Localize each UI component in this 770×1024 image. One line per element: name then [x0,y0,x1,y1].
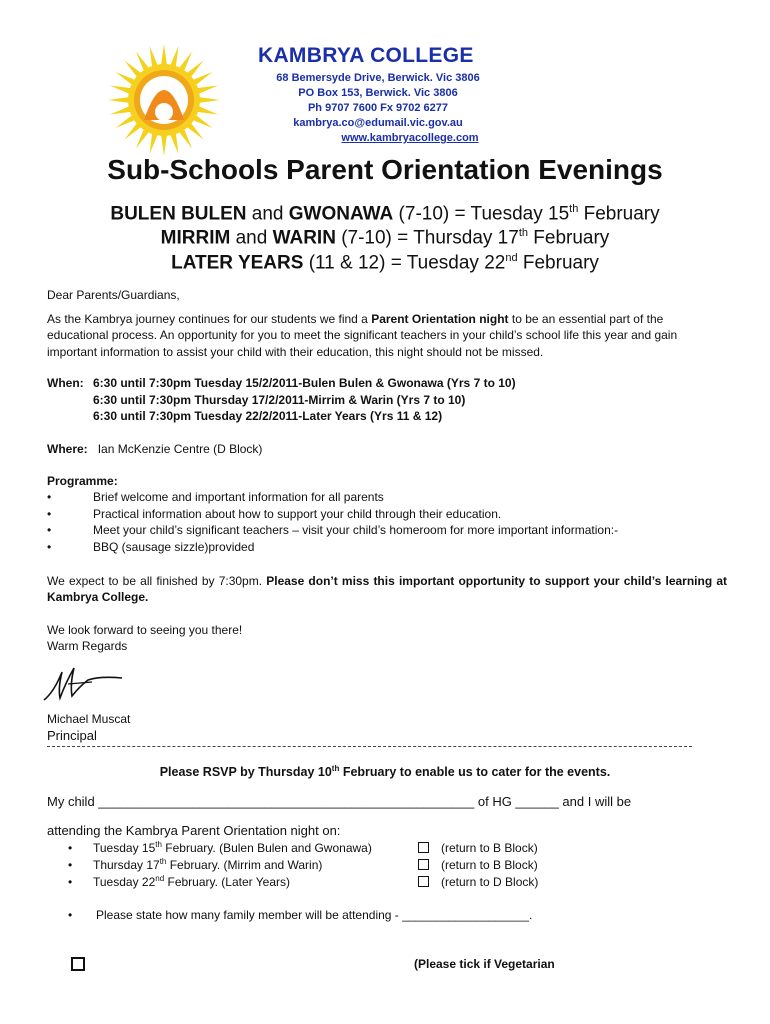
signatory-role: Principal [47,728,97,743]
when-list [93,375,516,425]
page-title: Sub-Schools Parent Orientation Evenings [107,154,663,185]
attending-line: attending the Kambrya Parent Orientation night on: [47,823,341,838]
greeting: Dear Parents/Guardians, [47,288,180,302]
intro-paragraph: As the Kambrya journey continues for our students we find a Parent Orientation night to be an essential part of the educational process. An opportunity for you to meet the significant teachers in your child’s school life this year and gain important information to assist your child with their education, this night should not be missed. [47,312,678,359]
option-row: • Tuesday 22nd February. (Later Years) (return to D Block) [68,874,539,889]
signatory-name: Michael Muscat [47,712,131,726]
look-forward: We look forward to seeing you there! [47,623,243,637]
programme-label: Programme: [47,474,118,488]
vegetarian-note: (Please tick if Vegetarian [414,957,555,971]
where-line: Where: Ian McKenzie Centre (D Block) [47,442,263,456]
checkbox[interactable] [418,842,429,853]
po-box: PO Box 153, Berwick. Vic 3806 [298,87,458,99]
cut-line [47,746,692,747]
rsvp-line: Please RSVP by Thursday 10th February to enable us to cater for the events. [159,764,611,780]
subtitle-2: MIRRIM and WARIN (7-10) = Thursday 17th February [160,227,610,249]
college-logo [104,40,224,160]
closing-paragraph: We expect to be all finished by 7:30pm. Please don’t miss this important opportunity to support your child’s learning at Kambrya College. [47,574,727,605]
programme-list [47,489,618,555]
checkbox[interactable] [418,859,429,870]
phone: Ph 9707 7600 Fx 9702 6277 [307,102,449,114]
email[interactable]: kambrya.co@edumail.vic.gov.au [293,117,463,129]
when-item: 6:30 until 7:30pm Tuesday 22/2/2011-Later Years (Yrs 11 & 12) [93,409,443,423]
logo-ray [108,97,130,103]
list-item: • BBQ (sausage sizzle)provided [47,539,255,554]
subtitle-1: BULEN BULEN and GWONAWA (7-10) = Tuesday 15th February [110,203,660,225]
subtitle-3: LATER YEARS (11 & 12) = Tuesday 22nd February [171,252,599,274]
when-item: 6:30 until 7:30pm Thursday 17/2/2011-Mirrim & Warin (Yrs 7 to 10) [93,392,466,407]
attendance-options [68,839,568,890]
family-count-field[interactable]: • Please state how many family member will be attending - ___________________. [68,908,533,922]
checkbox[interactable] [418,876,429,887]
list-item: • Brief welcome and important information for all parents [47,490,384,504]
list-item: • Practical information about how to support your child through their education. [47,506,502,521]
when-item: 6:30 until 7:30pm Tuesday 15/2/2011-Bulen Bulen & Gwonawa (Yrs 7 to 10) [93,376,516,390]
when-label: When: [47,376,84,390]
vegetarian-checkbox[interactable] [71,957,85,971]
logo-ray [161,44,167,66]
option-row: • Thursday 17th February. (Mirrim and Warin) (return to B Block) [68,857,538,872]
list-item: • Meet your child’s significant teachers – visit your child’s homeroom for more important information:- [47,523,619,537]
option-row: • Tuesday 15th February. (Bulen Bulen and Gwonawa) (return to B Block) [68,840,538,855]
my-child-field[interactable]: My child ____________________________________________________ of HG ______ and I will be [47,794,632,809]
logo-ray [161,134,167,156]
website-link[interactable]: www.kambryacollege.com [341,132,479,144]
signature [40,662,130,707]
logo-ray [198,97,220,103]
school-name: KAMBRYA COLLEGE [258,44,474,67]
address: 68 Bemersyde Drive, Berwick. Vic 3806 [276,72,480,84]
regards: Warm Regards [47,639,128,653]
